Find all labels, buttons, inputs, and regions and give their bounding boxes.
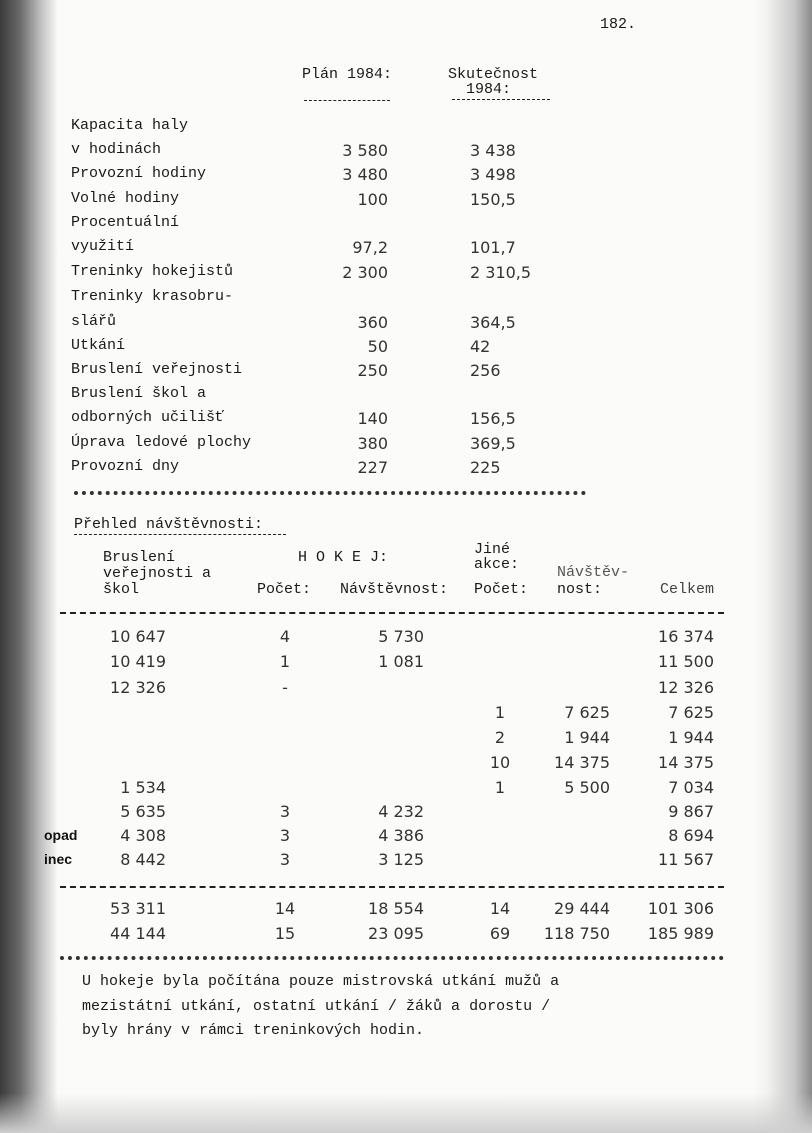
cell-skating: 8 442 <box>120 850 166 869</box>
cell-total: 7 034 <box>668 778 714 797</box>
footnote-line-1: U hokeje byla počítána pouze mistrovská utkání mužů a <box>82 973 560 990</box>
header-other-1: Jiné <box>474 541 511 558</box>
row-margin-label: inec <box>44 851 73 867</box>
row-label: Procentuální <box>71 214 180 231</box>
cell-skating: 1 534 <box>120 778 166 797</box>
cell-skating: 12 326 <box>110 678 166 697</box>
total-cell-h-count: 14 <box>274 899 296 918</box>
actual-header-1: Skutečnost <box>448 66 539 83</box>
header-hockey-attendance: Návštěvnost: <box>340 581 449 598</box>
row-label: Bruslení veřejnosti <box>71 361 243 378</box>
row-label: slářů <box>71 313 117 330</box>
row-label: Úprava ledové plochy <box>71 434 252 451</box>
cell-o-att: 14 375 <box>554 753 610 772</box>
total-cell-skating: 53 311 <box>110 899 166 918</box>
header-other-att-2: nost: <box>557 581 603 598</box>
row-label: v hodinách <box>71 141 162 158</box>
actual-value: 364,5 <box>470 313 516 332</box>
table-rule-top <box>60 612 724 614</box>
cell-h-count: 1 <box>279 652 291 671</box>
actual-value: 2 310,5 <box>470 263 532 282</box>
cell-skating: 4 308 <box>120 826 166 845</box>
header-skating-2: veřejnosti a <box>103 565 212 582</box>
total-cell-total: 185 989 <box>647 924 714 943</box>
cell-total: 9 867 <box>668 802 714 821</box>
cell-h-count: - <box>282 678 288 697</box>
header-other-att-1: Návštěv- <box>557 564 630 581</box>
total-cell-o-count: 69 <box>489 924 511 943</box>
cell-total: 8 694 <box>668 826 714 845</box>
cell-skating: 10 647 <box>110 627 166 646</box>
actual-value: 369,5 <box>470 434 516 453</box>
actual-value: 3 498 <box>470 165 516 184</box>
total-cell-h-att: 18 554 <box>368 899 424 918</box>
total-cell-o-att: 29 444 <box>554 899 610 918</box>
plan-value: 250 <box>357 361 388 380</box>
row-label: Kapacita haly <box>71 117 189 134</box>
row-label: Treninky hokejistů <box>71 263 234 280</box>
total-cell-h-count: 15 <box>274 924 296 943</box>
scan-right-edge <box>752 0 812 1133</box>
cell-h-att: 4 232 <box>378 802 424 821</box>
header-skating-3: škol <box>103 581 140 598</box>
row-label: Volné hodiny <box>71 190 180 207</box>
plan-value: 380 <box>357 434 388 453</box>
actual-value: 3 438 <box>470 141 516 160</box>
actual-value: 42 <box>470 337 491 356</box>
row-label: odborných učilišť <box>71 409 225 426</box>
cell-total: 11 500 <box>658 652 714 671</box>
cell-o-count: 2 <box>494 728 506 747</box>
footnote-line-3: byly hrány v rámci treninkových hodin. <box>82 1022 425 1039</box>
cell-h-att: 5 730 <box>378 627 424 646</box>
plan-underline <box>304 100 390 101</box>
cell-total: 14 375 <box>658 753 714 772</box>
cell-skating: 10 419 <box>110 652 166 671</box>
header-total: Celkem <box>660 581 715 598</box>
header-other-count: Počet: <box>474 581 529 598</box>
plan-value: 3 480 <box>342 165 388 184</box>
total-cell-o-count: 14 <box>489 899 511 918</box>
header-hockey: H O K E J: <box>298 549 389 566</box>
cell-o-count: 1 <box>494 703 506 722</box>
cell-o-count: 1 <box>494 778 506 797</box>
cell-h-count: 4 <box>279 627 291 646</box>
cell-total: 16 374 <box>658 627 714 646</box>
actual-value: 256 <box>470 361 501 380</box>
header-other-2: akce: <box>474 556 520 573</box>
cell-skating: 5 635 <box>120 802 166 821</box>
total-cell-skating: 44 144 <box>110 924 166 943</box>
plan-value: 50 <box>367 337 388 356</box>
row-label: Provozní hodiny <box>71 165 207 182</box>
actual-value: 150,5 <box>470 190 516 209</box>
row-margin-label: opad <box>44 827 78 843</box>
cell-o-count: 10 <box>489 753 511 772</box>
actual-value: 156,5 <box>470 409 516 428</box>
cell-h-count: 3 <box>279 826 291 845</box>
page-number: 182. <box>600 16 637 33</box>
cell-o-att: 1 944 <box>564 728 610 747</box>
section-title: Přehled návštěvnosti: <box>74 516 264 533</box>
plan-header: Plán 1984: <box>302 66 393 83</box>
cell-h-att: 1 081 <box>378 652 424 671</box>
header-hockey-count: Počet: <box>257 581 312 598</box>
cell-total: 7 625 <box>668 703 714 722</box>
cell-o-att: 7 625 <box>564 703 610 722</box>
plan-value: 100 <box>357 190 388 209</box>
cell-total: 11 567 <box>658 850 714 869</box>
row-label: využití <box>71 238 135 255</box>
total-cell-total: 101 306 <box>647 899 714 918</box>
cell-h-count: 3 <box>279 802 291 821</box>
cell-h-att: 3 125 <box>378 850 424 869</box>
cell-h-att: 4 386 <box>378 826 424 845</box>
scan-bottom-edge <box>0 1093 812 1133</box>
plan-value: 97,2 <box>352 238 388 257</box>
plan-value: 3 580 <box>342 141 388 160</box>
row-label: Treninky krasobru- <box>71 288 234 305</box>
separator <box>74 491 586 495</box>
total-cell-h-att: 23 095 <box>368 924 424 943</box>
actual-header-2: 1984: <box>466 81 512 98</box>
table-rule-totals <box>60 886 724 888</box>
total-cell-o-att: 118 750 <box>543 924 610 943</box>
scan-left-edge <box>0 0 58 1133</box>
plan-value: 360 <box>357 313 388 332</box>
plan-value: 227 <box>357 458 388 477</box>
actual-underline <box>452 99 550 100</box>
cell-o-att: 5 500 <box>564 778 610 797</box>
row-label: Bruslení škol a <box>71 385 207 402</box>
footnote-line-2: mezistátní utkání, ostatní utkání / žáků a dorostu / <box>82 998 551 1015</box>
plan-value: 140 <box>357 409 388 428</box>
actual-value: 101,7 <box>470 238 516 257</box>
section-title-underline <box>74 534 286 535</box>
cell-total: 12 326 <box>658 678 714 697</box>
table-rule-bottom <box>60 956 724 960</box>
plan-value: 2 300 <box>342 263 388 282</box>
row-label: Utkání <box>71 337 126 354</box>
actual-value: 225 <box>470 458 501 477</box>
cell-h-count: 3 <box>279 850 291 869</box>
header-skating-1: Bruslení <box>103 549 176 566</box>
row-label: Provozní dny <box>71 458 180 475</box>
cell-total: 1 944 <box>668 728 714 747</box>
